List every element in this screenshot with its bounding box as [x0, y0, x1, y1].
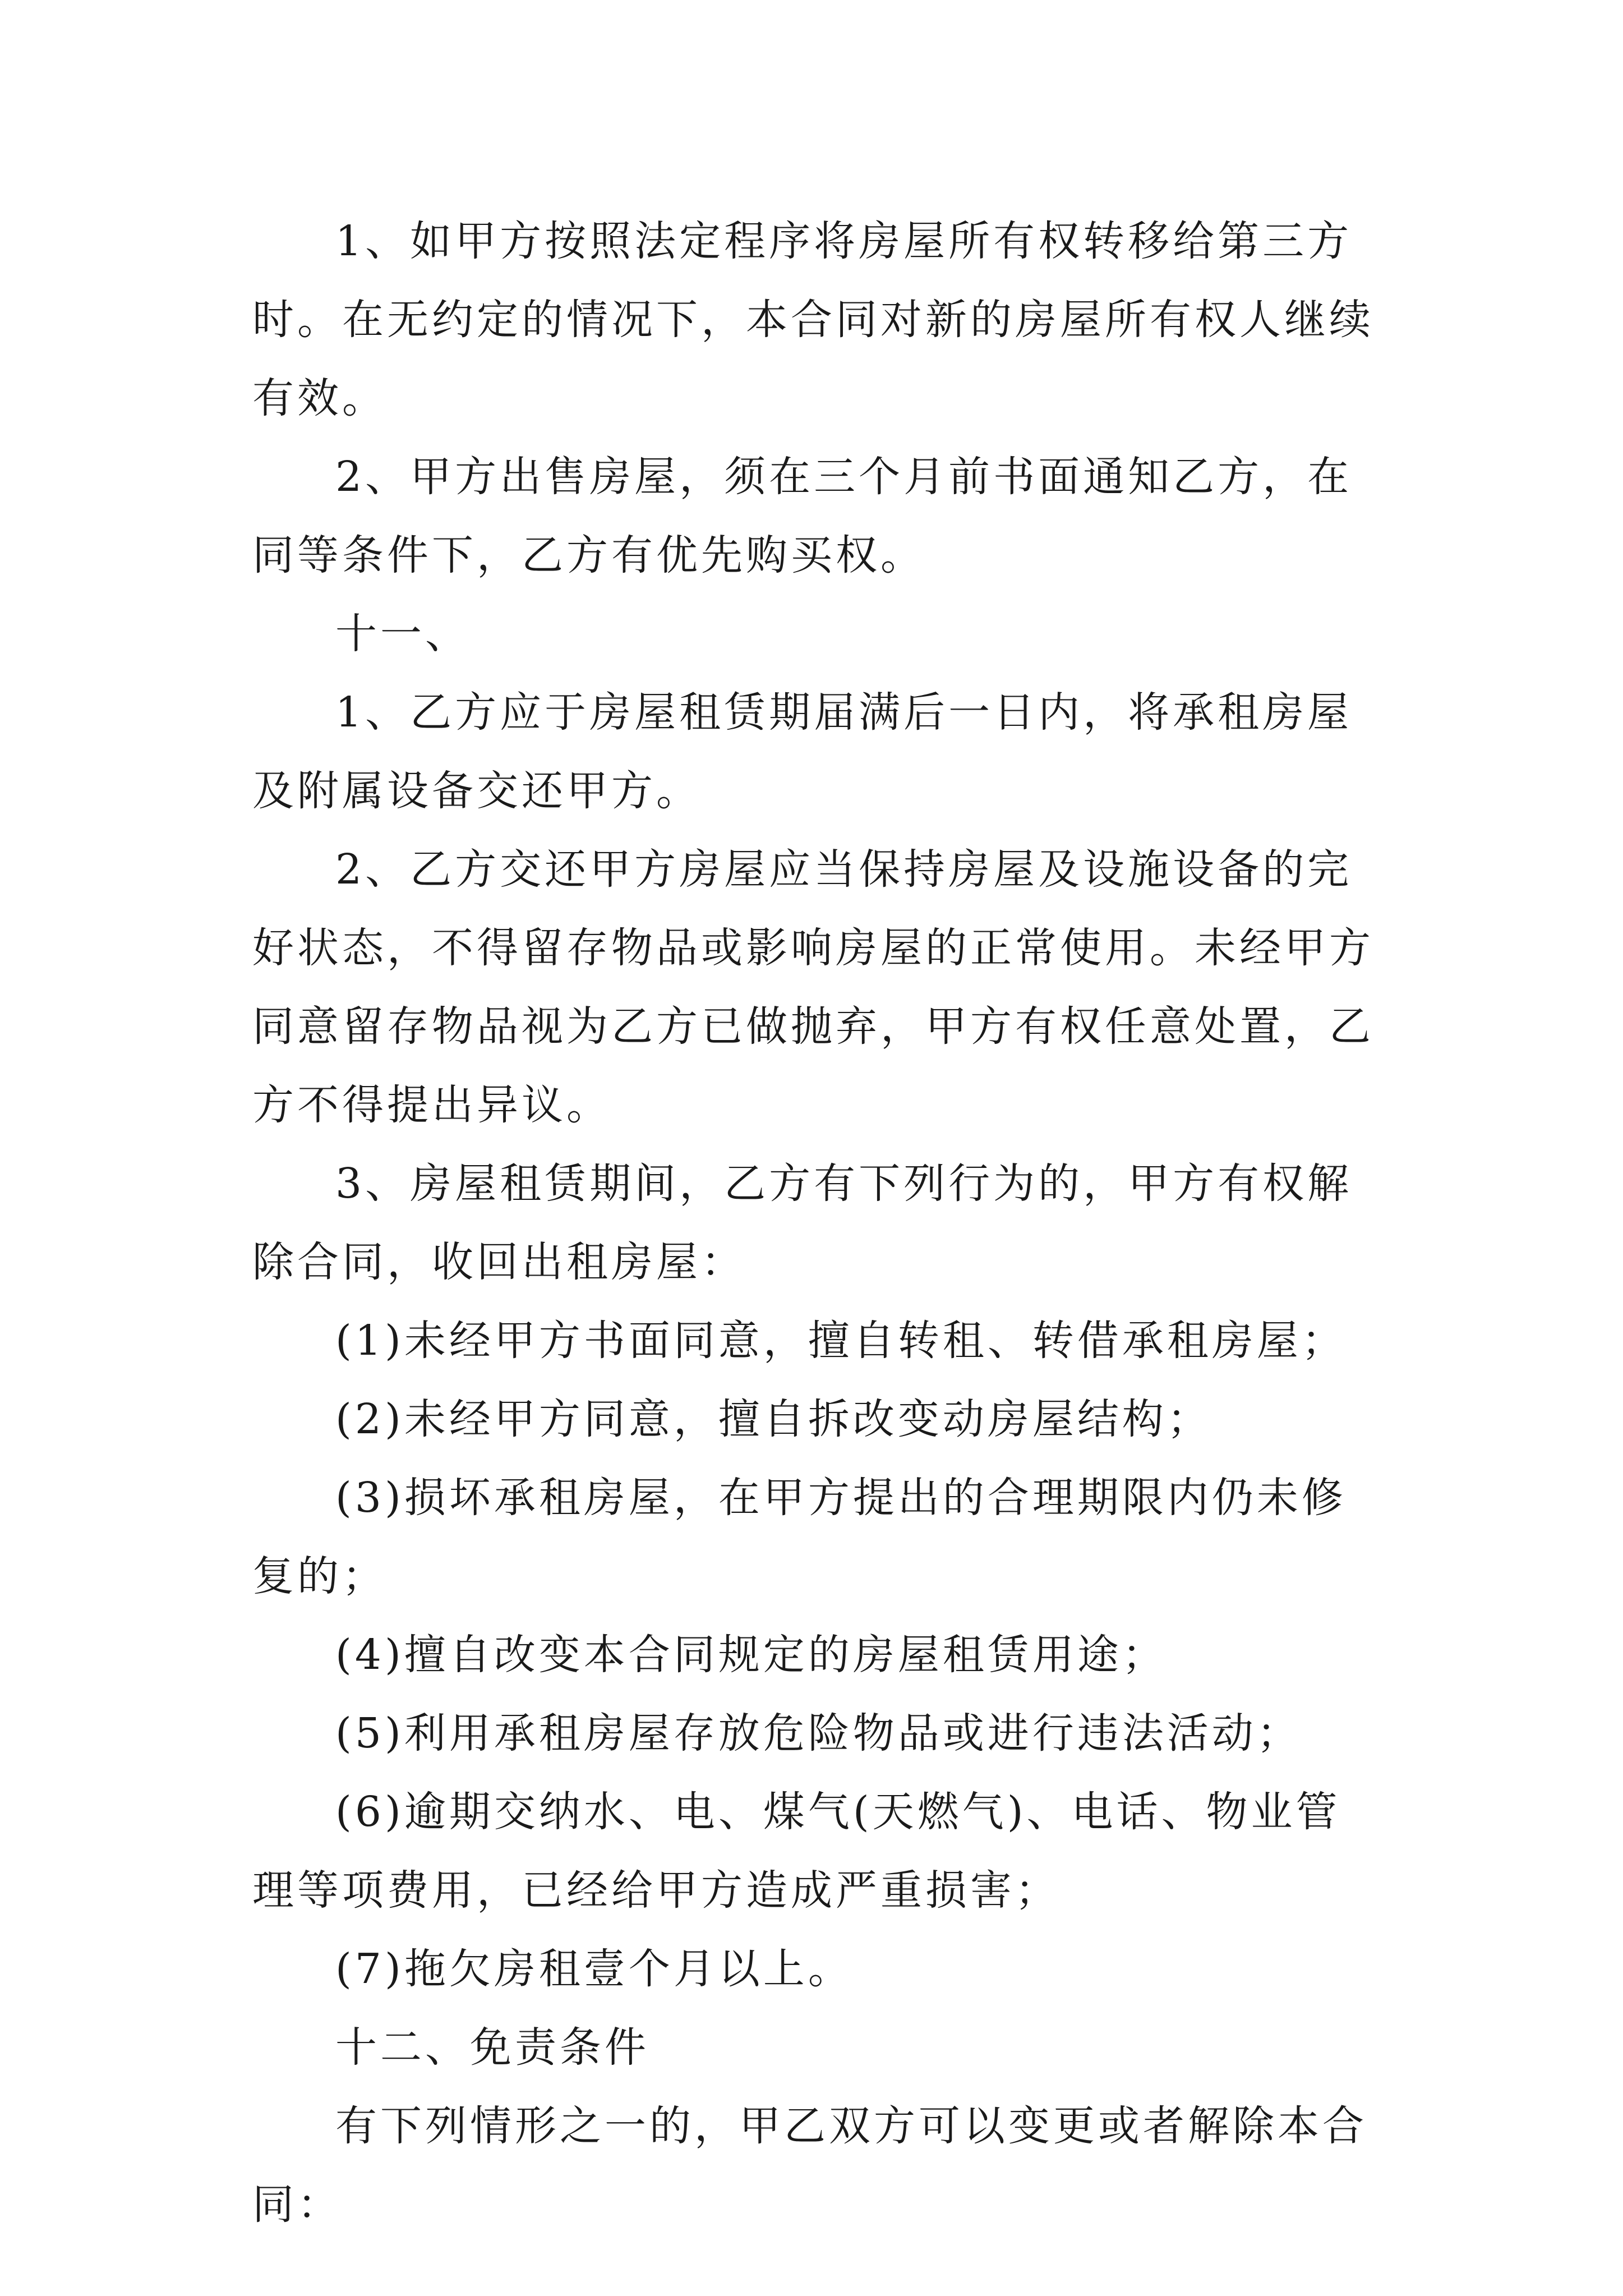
- contract-body: [252, 202, 1385, 2244]
- list-item-3: (3)损坏承租房屋，在甲方提出的合理期限内仍未修复的；: [252, 1474, 1347, 1600]
- section-heading-12: 十二、免责条件: [335, 2023, 649, 2072]
- section-heading-11: 十一、: [335, 610, 470, 658]
- paragraph-4: 1、乙方应于房屋租赁期届满后一日内，将承租房屋及附属设备交还甲方。: [252, 688, 1353, 815]
- list-item-7: (7)拖欠房租壹个月以上。: [335, 1945, 853, 1993]
- list-item-2: (2)未经甲方同意，擅自拆改变动房屋结构；: [335, 1395, 1212, 1443]
- list-item-5: (5)利用承租房屋存放危险物品或进行违法活动；: [335, 1709, 1302, 1757]
- paragraph-2: 2、甲方出售房屋，须在三个月前书面通知乙方，在同等条件下，乙方有优先购买权。: [252, 453, 1353, 579]
- paragraph-5: 2、乙方交还甲方房屋应当保持房屋及设施设备的完好状态，不得留存物品或影响房屋的正常使用。未经甲方同意留存物品视为乙方已做抛弃，甲方有权任意处置，乙方不得提出异议。: [252, 845, 1374, 1129]
- paragraph-1: 1、如甲方按照法定程序将房屋所有权转移给第三方时。在无约定的情况下，本合同对新的房屋所有权人继续有效。: [252, 217, 1374, 422]
- list-item-6: (6)逾期交纳水、电、煤气(天燃气)、电话、物业管理等项费用，已经给甲方造成严重损害；: [252, 1788, 1341, 1915]
- paragraph-6: 3、房屋租赁期间，乙方有下列行为的，甲方有权解除合同，收回出租房屋：: [252, 1159, 1353, 1286]
- list-item-1: (1)未经甲方书面同意，擅自转租、转借承租房屋；: [335, 1317, 1347, 1365]
- paragraph-15: 有下列情形之一的，甲乙双方可以变更或者解除本合同：: [252, 2102, 1367, 2229]
- list-item-4: (4)擅自改变本合同规定的房屋租赁用途；: [335, 1631, 1167, 1679]
